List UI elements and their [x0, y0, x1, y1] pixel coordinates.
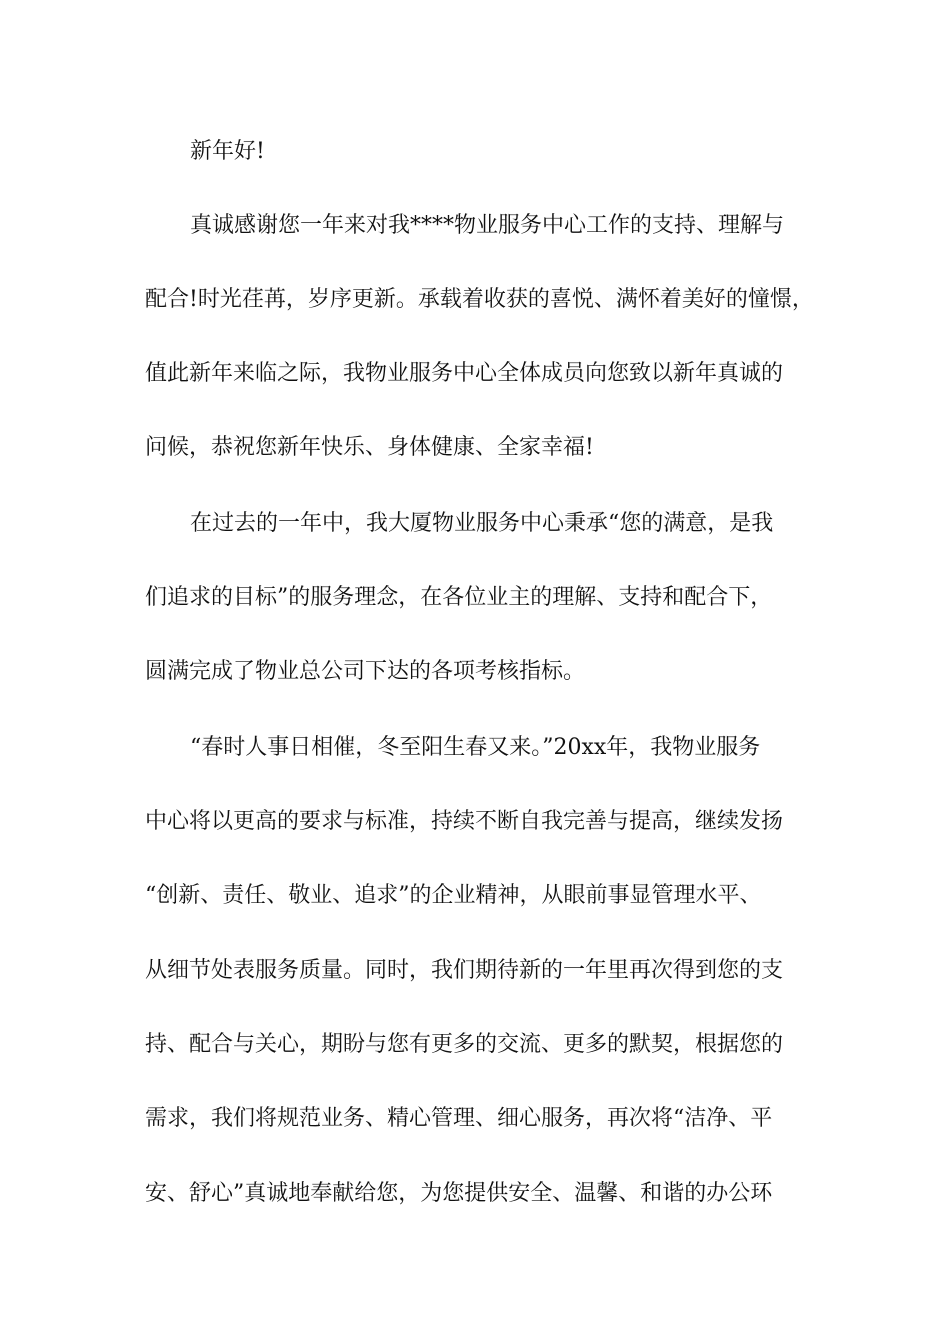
paragraph-line: “春时人事日相催，冬至阳生春又来。”20xx年，我物业服务 [190, 735, 761, 760]
greeting-line: 新年好! [190, 139, 265, 164]
paragraph-line: 持、配合与关心，期盼与您有更多的交流、更多的默契，根据您的 [145, 1032, 784, 1057]
paragraph-line: 们追求的目标”的服务理念，在各位业主的理解、支持和配合下， [145, 585, 773, 610]
paragraph-line: 从细节处表服务质量。同时，我们期待新的一年里再次得到您的支 [145, 958, 784, 983]
paragraph-line: 真诚感谢您一年来对我****物业服务中心工作的支持、理解与 [190, 213, 785, 238]
paragraph-line: 值此新年来临之际，我物业服务中心全体成员向您致以新年真诚的 [145, 361, 784, 386]
paragraph-line: 圆满完成了物业总公司下达的各项考核指标。 [145, 659, 586, 684]
paragraph-line: 安、舒心”真诚地奉献给您，为您提供安全、温馨、和谐的办公环 [145, 1181, 773, 1206]
paragraph-line: 问候，恭祝您新年快乐、身体健康、全家幸福! [145, 435, 594, 460]
paragraph-line: 在过去的一年中，我大厦物业服务中心秉承“您的满意，是我 [190, 511, 774, 536]
paragraph-line: 中心将以更高的要求与标准，持续不断自我完善与提高，继续发扬 [145, 809, 784, 834]
paragraph-line: 配合!时光荏苒，岁序更新。承载着收获的喜悦、满怀着美好的憧憬， [145, 287, 814, 312]
paragraph-line: “创新、责任、敬业、追求”的企业精神，从眼前事显管理水平、 [145, 883, 762, 908]
paragraph-line: 需求，我们将规范业务、精心管理、细心服务，再次将“洁净、平 [145, 1106, 773, 1131]
